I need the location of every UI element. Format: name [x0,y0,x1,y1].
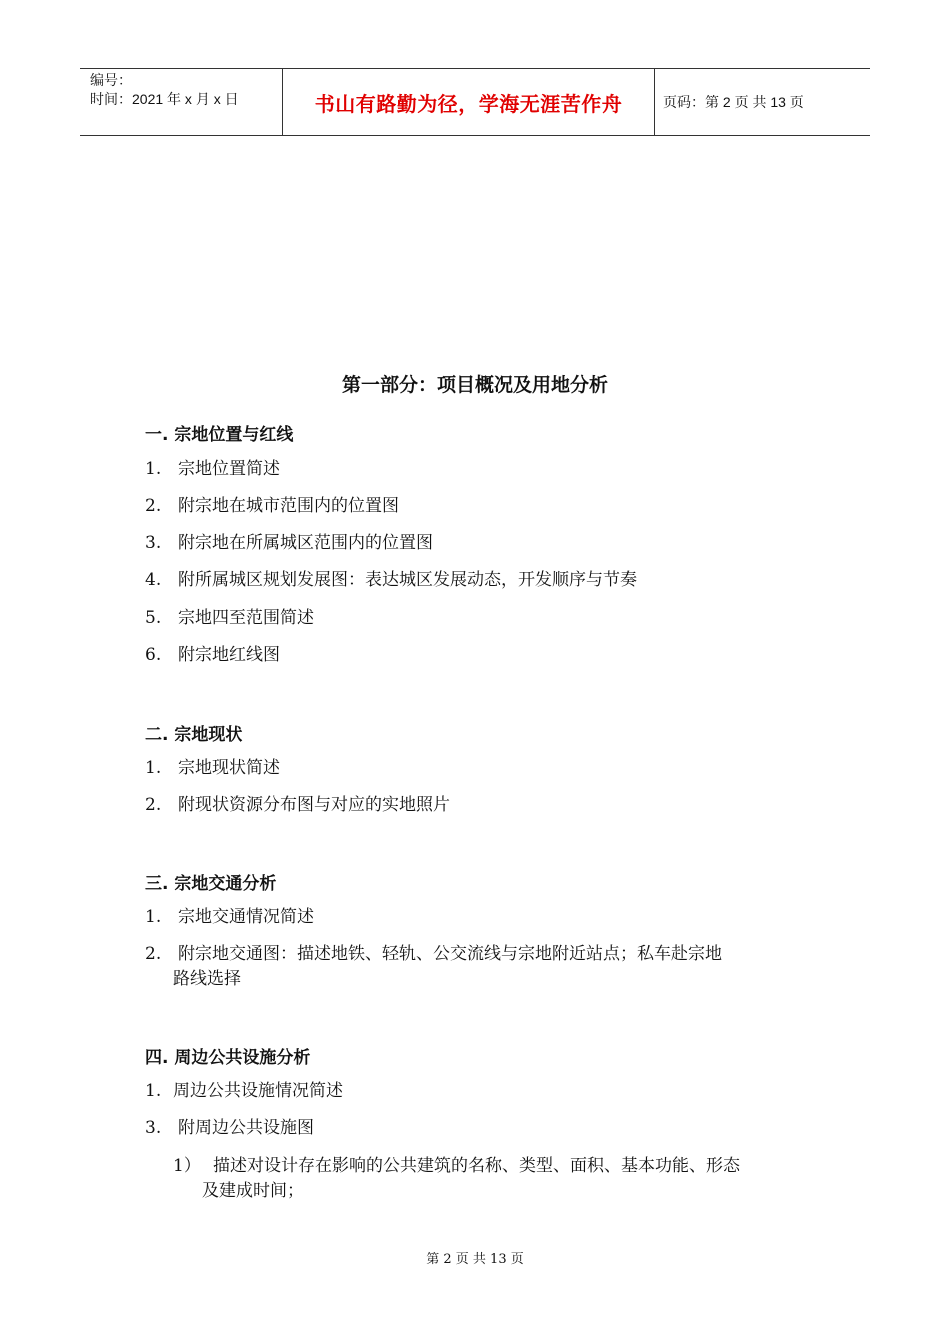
date-label: 时间：2021 年 x 月 x 日 [90,91,239,107]
page-header [80,68,870,136]
item-number: 5. [145,608,162,628]
item-text-continued: 路线选择 [173,969,241,989]
item-number: 3. [145,1118,162,1138]
list-item [145,1079,343,1104]
item-text: 附现状资源分布图与对应的实地照片 [178,795,450,815]
list-item [145,531,433,556]
item-number: 4. [145,570,162,590]
item-text: 附宗地交通图：描述地铁、轻轨、公交流线与宗地附近站点；私车赴宗地 [178,944,722,964]
section-heading: 三. 宗地交通分析 [145,874,277,894]
section-heading: 四. 周边公共设施分析 [145,1048,311,1068]
section-heading: 一. 宗地位置与红线 [145,425,294,445]
item-text: 附宗地红线图 [178,645,280,665]
list-item [145,457,280,482]
sub-list-item [173,1154,833,1204]
section-heading: 二. 宗地现状 [145,725,243,745]
list-item [145,568,637,593]
item-number: 1. [145,907,162,927]
item-number: 3. [145,533,162,553]
item-number: 2. [145,795,162,815]
item-number: 2. [145,944,162,964]
header-meta [80,69,282,135]
item-number: 1. [145,459,162,479]
item-number: 6. [145,645,162,665]
list-item [145,942,825,992]
item-text: 附所属城区规划发展图：表达城区发展动态，开发顺序与节奏 [178,570,637,590]
item-text: 宗地现状简述 [178,758,280,778]
item-number: 1. [145,1081,162,1101]
item-text: 附宗地在城市范围内的位置图 [178,496,399,516]
header-page-label: 页码：第 2 页 共 13 页 [663,94,804,110]
item-number: 2. [145,496,162,516]
list-item [145,905,314,930]
list-item [145,494,399,519]
list-item [145,1116,314,1141]
list-item [145,793,450,818]
list-item [145,643,280,668]
item-number: 1. [145,758,162,778]
item-text: 附宗地在所属城区范围内的位置图 [178,533,433,553]
page-footer: 第 2 页 共 13 页 [426,1252,524,1267]
item-text: 附周边公共设施图 [178,1118,314,1138]
item-text: 宗地交通情况简述 [178,907,314,927]
list-item [145,756,280,781]
item-text-continued: 及建成时间； [202,1181,304,1201]
number-label: 编号： [90,72,132,88]
list-item [145,606,314,631]
item-number: 1） [173,1156,201,1176]
item-text: 描述对设计存在影响的公共建筑的名称、类型、面积、基本功能、形态 [213,1156,740,1176]
item-text: 宗地位置简述 [178,459,280,479]
item-text: 周边公共设施情况简述 [173,1081,343,1101]
header-motto: 书山有路勤为径，学海无涯苦作舟 [282,69,655,135]
item-text: 宗地四至范围简述 [178,608,314,628]
part-title: 第一部分：项目概况及用地分析 [341,374,608,396]
